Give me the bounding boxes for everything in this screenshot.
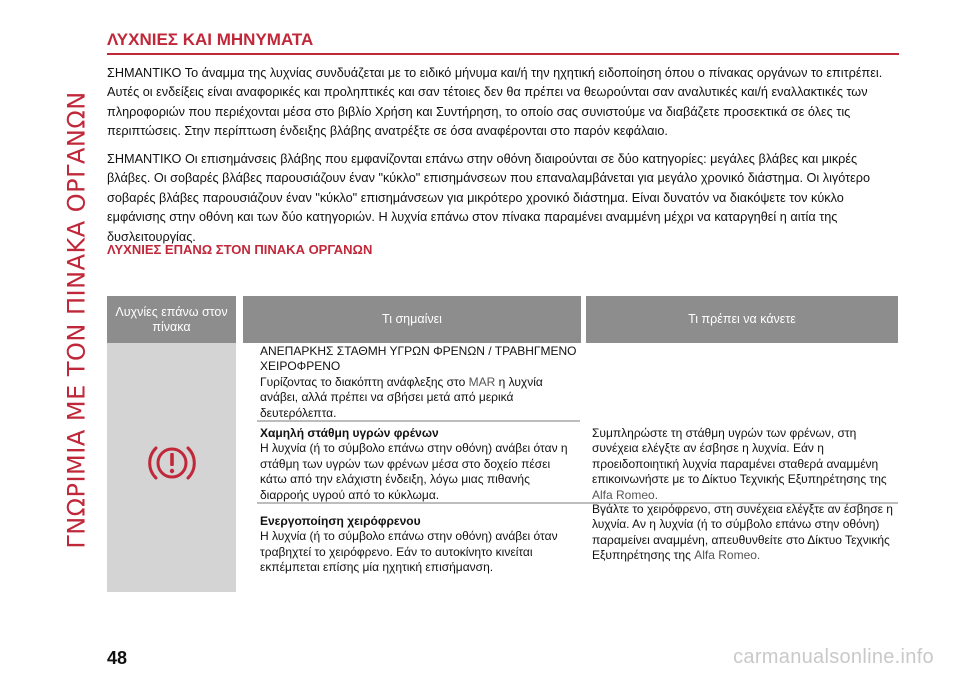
row2-text: Η λυχνία (ή το σύμβολο επάνω στην οθόνη) ανάβει όταν η στάθμη των υγρών των φρένων μέσα στο δοχείο πέσει κάτω από την ελάχιστη ένδειξη, λόγω μιας πιθανής διαρροής υγρού από το κύκλωμα. <box>260 441 568 502</box>
table-header-meaning: Τι σημαίνει <box>243 296 581 343</box>
row2-brand: Alfa Romeo. <box>592 487 659 502</box>
row3-title: Ενεργοποίηση χειρόφρενου <box>260 514 421 528</box>
table-header-lights: Λυχνίες επάνω στον πίνακα <box>107 296 236 343</box>
row3-action-text: Βγάλτε το χειρόφρενο, στη συνέχεια ελέγξτε αν έσβησε η λυχνία. Αν η λυχνία (ή το σύμβολο επάνω στην οθόνη) παραμείνει αναμμένη, απευθυνθείτε στο Δίκτυο Τεχνικής Εξυπηρέτησης της <box>592 502 893 563</box>
row1-note-post: η λυχνία ανάβει, αλλά πρέπει να σβήσει μετά από μερικά δευτερόλεπτα. <box>260 374 543 420</box>
row3-text: Η λυχνία (ή το σύμβολο επάνω στην οθόνη) ανάβει όταν τραβηχτεί το χειρόφρενο. Εάν το αυτοκίνητο κινείται εκπέμπεται επίσης μία ηχητική επισήμανση. <box>260 529 558 575</box>
brake-warning-icon <box>147 438 197 488</box>
row3-brand: Alfa Romeo. <box>694 548 761 563</box>
row2-title: Χαμηλή στάθμη υγρών φρένων <box>260 426 439 440</box>
page-number: 48 <box>107 648 128 668</box>
icon-column <box>107 343 236 592</box>
chapter-side-title-text: ΓΝΩΡΙΜΙΑ ΜΕ ΤΟΝ ΠΙΝΑΚΑ ΟΡΓΑΝΩΝ <box>63 91 92 549</box>
row1-title: ΑΝΕΠΑΡΚΗΣ ΣΤΑΘΜΗ ΥΓΡΩΝ ΦΡΕΝΩΝ / ΤΡΑΒΗΓΜΕΝΟ ΧΕΙΡΟΦΡΕΝΟ <box>260 344 577 374</box>
table-header-action: Τι πρέπει να κάνετε <box>586 296 898 343</box>
row3-action <box>592 502 898 564</box>
row1-note-key: MAR <box>468 374 496 389</box>
chapter-side-title <box>62 0 92 640</box>
row2-action-text: Συμπληρώστε τη στάθμη υγρών των φρένων, στη συνέχεια ελέγξτε αν έσβησε η λυχνία. Εάν η προειδοποιητική λυχνία παραμένει σταθερά αναμμένη επικοινωνήστε με το Δίκτυο Τεχνικής Εξυπηρέτησης της <box>592 426 887 487</box>
row3-meaning <box>260 514 580 576</box>
row-divider <box>257 420 580 422</box>
subsection-heading: ΛΥΧΝΙΕΣ ΕΠΑΝΩ ΣΤΟΝ ΠΙΝΑΚΑ ΟΡΓΑΝΩΝ <box>107 242 373 257</box>
watermark: carmanualsonline.info <box>733 646 934 668</box>
important-note-1: ΣΗΜΑΝΤΙΚΟ Το άναμμα της λυχνίας συνδυάζεται με το ειδικό μήνυμα και/ή την ηχητική ειδοποίηση όπου ο πίνακας οργάνων το επιτρέπει. Αυτές οι ενδείξεις είναι αναφορικές και προληπτικές και σαν τέτοιες δεν θα πρέπει να θεωρούνται σαν αναλυτικές και/ή εναλλακτικές των πληροφοριών που περιέχονται μέσα στο βιβλίο Χρήση και Συντήρηση, το οποίο σας συνιστούμε να διαβάζετε προσεκτικά σε όλες τις περιπτώσεις. Στην περίπτωση ένδειξης βλάβης ανατρέξτε σε όσα αναφέρονται στο παρόν κεφάλαιο. <box>107 66 883 139</box>
row2-action <box>592 426 898 503</box>
row2-meaning <box>260 426 580 503</box>
row1-note-pre: Γυρίζοντας το διακόπτη ανάφλεξης στο <box>260 374 469 389</box>
row1-meaning <box>260 344 580 421</box>
section-heading: ΛΥΧΝΙΕΣ ΚΑΙ ΜΗΝΥΜΑΤΑ <box>107 30 899 55</box>
important-note-2: ΣΗΜΑΝΤΙΚΟ Οι επισημάνσεις βλάβης που εμφανίζονται επάνω στην οθόνη διαιρούνται σε δύο κατηγορίες: μεγάλες βλάβες και μικρές βλάβες. Οι σοβαρές βλάβες παρουσιάζουν έναν "κύκλο" επισημάνσεων που επαναλαμβάνεται για μεγάλο χρονικό διάστημα. Οι λιγότερο σοβαρές βλάβες παρουσιάζουν έναν "κύκλο" επισημάνσεων για μικρότερο χρονικό διάστημα. Είναι δυνατόν να διακόψετε τον κύκλο εμφάνισης στην οθόνη και των δύο κατηγοριών. Η λυχνία επάνω στον πίνακα παραμένει αναμμένη μέχρι να καταργηθεί η αιτία της δυσλειτουργίας. <box>107 152 871 244</box>
warning-lights-table <box>107 296 898 592</box>
